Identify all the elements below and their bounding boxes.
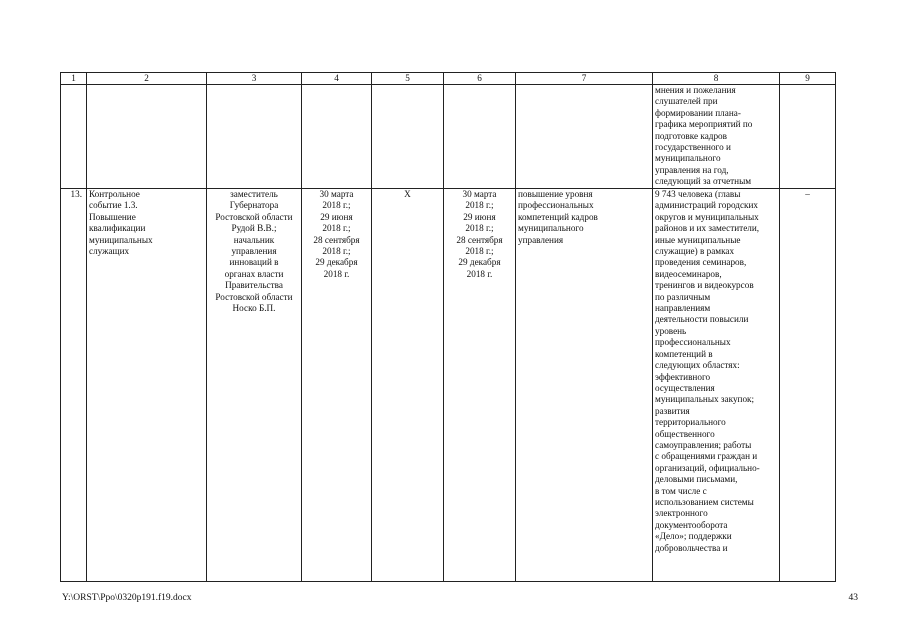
text-line: заместитель [230, 189, 278, 199]
text-line: Повышение [89, 211, 136, 222]
text-line: развития [655, 405, 690, 416]
text-line: повышение уровня [518, 189, 593, 199]
text-line: графика мероприятий по [655, 119, 753, 130]
header-col-3: 3 [207, 73, 302, 85]
col5-mark: X [372, 189, 444, 582]
text-line: 30 марта [462, 189, 497, 199]
text-line: 28 сентября [456, 234, 503, 245]
text-line: по различным [655, 291, 711, 302]
text-line: эффективного [655, 371, 711, 382]
actual-result-cell [653, 189, 780, 582]
header-col-2: 2 [87, 73, 207, 85]
text-line: в том числе с [655, 485, 707, 496]
text-line: 2018 г.; [322, 246, 351, 257]
text-line: 2018 г. [466, 268, 493, 279]
header-col-9: 9 [780, 73, 836, 85]
responsible-cell [207, 189, 302, 582]
text-line: электронного [655, 508, 708, 519]
measures-table [60, 72, 836, 582]
text-line: самоуправления; работы [655, 439, 752, 450]
text-line: Ростовской области [215, 291, 293, 302]
text-line: проведения семинаров, [655, 257, 747, 268]
header-col-1: 1 [61, 73, 87, 85]
header-col-6: 6 [444, 73, 516, 85]
file-path: Y:\ORST\Ppo\0320p191.f19.docx [62, 593, 192, 603]
text-line: с обращениями граждан и [655, 451, 758, 462]
text-line: «Дело»; поддержки [655, 531, 732, 542]
text-line: организаций, официально- [655, 462, 760, 473]
text-line: Правительства [225, 280, 283, 291]
text-line: 9 743 человека (главы [655, 189, 741, 199]
text-line: использованием системы [655, 496, 754, 507]
text-line: 2018 г.; [465, 200, 494, 211]
text-line: 29 июня [320, 211, 353, 222]
text-line: районов и их заместители, [655, 223, 760, 234]
text-line: 2018 г.; [322, 223, 351, 234]
text-line: компетенций в [655, 348, 713, 359]
text-line: документооборота [655, 519, 728, 530]
text-line: профессиональных [655, 337, 731, 348]
text-line: осуществления [655, 382, 715, 393]
text-line: мнения и пожелания [655, 85, 736, 95]
text-line: общественного [655, 428, 715, 439]
text-line: формировании плана- [655, 107, 741, 118]
text-line: муниципальных закупок; [655, 394, 755, 405]
text-line: инноваций в [229, 257, 279, 268]
planned-result-cell [516, 189, 653, 582]
text-line: Носко Б.П. [232, 303, 276, 314]
header-row [61, 73, 836, 85]
text-line: 29 июня [463, 211, 496, 222]
text-line: муниципального [518, 223, 584, 234]
text-line: служащие) в рамках [655, 246, 735, 257]
text-line: 2018 г.; [465, 246, 494, 257]
text-line: подготовке кадров [655, 130, 727, 141]
header-col-7: 7 [516, 73, 653, 85]
text-line: 30 марта [319, 189, 354, 199]
continuation-row [61, 85, 836, 189]
text-line: 2018 г.; [322, 200, 351, 211]
text-line: деятельности повысили [655, 314, 749, 325]
text-line: 28 сентября [313, 234, 360, 245]
text-line: 2018 г. [323, 268, 350, 279]
text-line: следующий за отчетным [655, 176, 752, 187]
text-line: служащих [89, 246, 130, 257]
continuation-result-cell [653, 85, 780, 189]
text-line: Ростовской области [215, 211, 293, 222]
text-line: Губернатора [229, 200, 279, 211]
text-line: событие 1.3. [89, 200, 138, 211]
header-col-4: 4 [302, 73, 372, 85]
col9-mark: – [780, 189, 836, 582]
text-line: администраций городских [655, 200, 759, 211]
text-line: уровень [655, 325, 687, 336]
text-line: квалификации [89, 223, 146, 234]
text-line: государственного и [655, 142, 731, 153]
text-line: муниципального [655, 153, 721, 164]
planned-dates-cell [302, 189, 372, 582]
text-line: направлениям [655, 303, 711, 314]
text-line: добровольчества и [655, 542, 728, 553]
actual-dates-cell [444, 189, 516, 582]
text-line: Рудой В.В.; [231, 223, 277, 234]
text-line: профессиональных [518, 200, 594, 211]
text-line: муниципальных [89, 234, 153, 245]
row-number: 13. [61, 189, 87, 582]
text-line: 29 декабря [458, 257, 501, 268]
text-line: Контрольное [89, 189, 140, 199]
event-name-cell [87, 189, 207, 582]
text-line: тренингов и видеокурсов [655, 280, 754, 291]
header-col-8: 8 [653, 73, 780, 85]
page-number: 43 [848, 593, 858, 603]
text-line: деловыми письмами, [655, 474, 738, 485]
text-line: 2018 г.; [465, 223, 494, 234]
text-line: иные муниципальные [655, 234, 741, 245]
text-line: видеосеминаров, [655, 268, 722, 279]
text-line: 29 декабря [315, 257, 358, 268]
text-line: слушателей при [655, 96, 718, 107]
text-line: округов и муниципальных [655, 211, 759, 222]
text-line: компетенций кадров [518, 211, 598, 222]
text-line: следующих областях: [655, 360, 740, 371]
header-col-5: 5 [372, 73, 444, 85]
text-line: управления на год, [655, 164, 729, 175]
text-line: управления [231, 246, 277, 257]
text-line: начальник [233, 234, 275, 245]
text-line: органах власти [224, 268, 284, 279]
text-line: территориального [655, 417, 726, 428]
text-line: управления [518, 234, 564, 245]
table-row [61, 189, 836, 582]
